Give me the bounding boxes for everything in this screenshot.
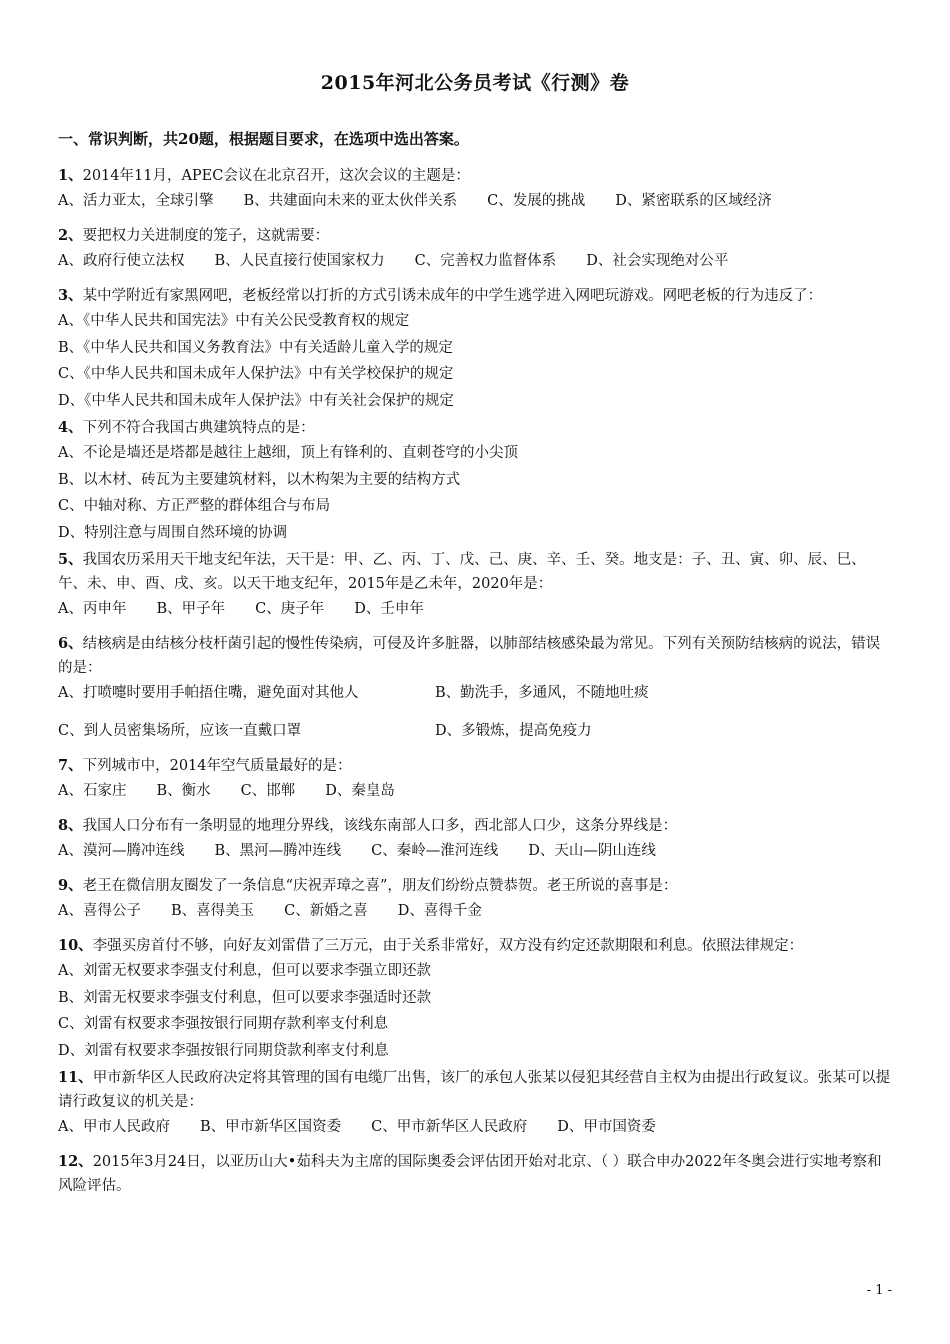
option-d: D、甲市国资委 [557, 1119, 656, 1135]
option-c: C、《中华人民共和国未成年人保护法》中有关学校保护的规定 [58, 366, 454, 382]
question-stem: 我国人口分布有一条明显的地理分界线，该线东南部人口多，西北部人口少，这条分界线是： [82, 818, 678, 834]
option-a: A、丙申年 [58, 601, 127, 617]
option-a: A、政府行使立法权 [58, 253, 185, 269]
option-b: B、共建面向未来的亚太伙伴关系 [243, 193, 458, 209]
option-a: A、漠河—腾冲连线 [58, 843, 185, 859]
question-number: 9、 [58, 877, 83, 894]
question-7 [58, 754, 894, 804]
option-d: D、喜得千金 [397, 903, 482, 919]
option-b: B、《中华人民共和国义务教育法》中有关适龄儿童入学的规定 [58, 339, 453, 356]
option-c: C、完善权力监督体系 [414, 253, 557, 269]
question-3 [58, 284, 894, 414]
option-c: C、邯郸 [240, 783, 296, 799]
question-number: 6、 [58, 635, 83, 652]
question-2 [58, 224, 894, 274]
option-c: C、到人员密集场所，应该一直戴口罩 [58, 723, 302, 739]
question-5 [58, 548, 894, 622]
option-c: C、秦岭—淮河连线 [371, 843, 499, 859]
question-number: 8、 [58, 817, 83, 834]
option-b: B、刘雷无权要求李强支付利息，但可以要求李强适时还款 [58, 989, 432, 1006]
question-4 [58, 416, 894, 546]
question-stem: 要把权力关进制度的笼子，这就需要： [82, 228, 330, 244]
question-stem: 下列城市中，2014年空气质量最好的是： [82, 758, 352, 774]
option-a: A、活力亚太，全球引擎 [58, 193, 214, 209]
option-d: D、特别注意与周围自然环境的协调 [58, 524, 288, 541]
question-9 [58, 874, 894, 924]
option-d: D、秦皇岛 [325, 783, 395, 799]
question-stem: 2014年11月，APEC会议在北京召开，这次会议的主题是： [82, 168, 470, 184]
question-11 [58, 1066, 894, 1140]
option-b: B、喜得美玉 [170, 903, 255, 919]
option-a: A、石家庄 [58, 783, 127, 799]
page-number: - 1 - [866, 1283, 892, 1298]
question-6 [58, 632, 894, 744]
question-number: 7、 [58, 757, 83, 774]
option-c: C、新婚之喜 [284, 903, 368, 919]
option-c: C、庚子年 [255, 601, 325, 617]
question-10 [58, 934, 894, 1064]
question-list [58, 164, 894, 1208]
option-a: A、刘雷无权要求李强支付利息，但可以要求李强立即还款 [58, 963, 431, 979]
question-stem: 结核病是由结核分枝杆菌引起的慢性传染病，可侵及许多脏器，以肺部结核感染最为常见。下列有关预防结核病的说法，错误的是： [58, 636, 881, 676]
question-number: 12、 [58, 1153, 93, 1170]
question-stem: 老王在微信朋友圈发了一条信息“庆祝弄璋之喜”，朋友们纷纷点赞恭贺。老王所说的喜事是： [82, 878, 678, 894]
question-number: 10、 [58, 937, 93, 954]
option-d: D、社会实现绝对公平 [586, 253, 729, 269]
section-heading: 一、常识判断，共20题，根据题目要求，在选项中选出答案。 [58, 130, 469, 148]
question-number: 4、 [58, 419, 83, 436]
question-stem: 我国农历采用天干地支纪年法，天干是：甲、乙、丙、丁、戊、己、庚、辛、壬、癸。地支是：子、丑、寅、卯、辰、巳、午、未、申、酉、戌、亥。以天干地支纪年，2015年是乙未年，2020年是： [58, 552, 866, 592]
option-d: D、刘雷有权要求李强按银行同期贷款利率支付利息 [58, 1042, 389, 1059]
option-b: B、以木材、砖瓦为主要建筑材料，以木构架为主要的结构方式 [58, 471, 461, 488]
option-c: C、甲市新华区人民政府 [371, 1119, 528, 1135]
option-a: A、甲市人民政府 [58, 1119, 170, 1135]
question-stem: 某中学附近有家黑网吧，老板经常以打折的方式引诱未成年的中学生逃学进入网吧玩游戏。网吧老板的行为违反了： [82, 288, 823, 304]
option-d: D、紧密联系的区域经济 [615, 193, 772, 209]
question-number: 2、 [58, 227, 83, 244]
option-a: A、喜得公子 [58, 903, 141, 919]
question-12 [58, 1150, 894, 1198]
option-c: C、刘雷有权要求李强按银行同期存款利率支付利息 [58, 1016, 389, 1032]
option-d: D、多锻炼，提高免疫力 [435, 723, 592, 739]
option-b: B、黑河—腾冲连线 [214, 843, 342, 859]
option-a: A、打喷嚏时要用手帕捂住嘴，避免面对其他人 [58, 685, 359, 701]
question-number: 1、 [58, 167, 83, 184]
question-number: 3、 [58, 287, 83, 304]
option-d: D、壬申年 [354, 601, 424, 617]
option-c: C、中轴对称、方正严整的群体组合与布局 [58, 498, 331, 514]
question-stem: 2015年3月24日，以亚历山大•茹科夫为主席的国际奥委会评估团开始对北京、（ ）联合申办2022年冬奥会进行实地考察和风险评估。 [58, 1154, 882, 1194]
page-title: 2015年河北公务员考试《行测》卷 [320, 72, 630, 94]
option-a: A、《中华人民共和国宪法》中有关公民受教育权的规定 [58, 313, 410, 329]
question-stem: 下列不符合我国古典建筑特点的是： [82, 420, 315, 436]
question-stem: 李强买房首付不够，向好友刘雷借了三万元，由于关系非常好，双方没有约定还款期限和利息。依照法律规定： [92, 938, 804, 954]
option-b: B、甲子年 [156, 601, 226, 617]
option-c: C、发展的挑战 [487, 193, 586, 209]
option-b: B、人民直接行使国家权力 [214, 253, 385, 269]
option-b: B、勤洗手，多通风，不随地吐痰 [435, 685, 649, 701]
option-b: B、衡水 [156, 783, 211, 799]
option-d: D、天山—阴山连线 [528, 843, 656, 859]
question-number: 11、 [58, 1069, 93, 1086]
question-number: 5、 [58, 551, 83, 568]
question-stem: 甲市新华区人民政府决定将其管理的国有电缆厂出售，该厂的承包人张某以侵犯其经营自主权为由提出行政复议。张某可以提请行政复议的机关是： [58, 1070, 891, 1110]
option-a: A、不论是墙还是塔都是越往上越细，顶上有锋利的、直刺苍穹的小尖顶 [58, 445, 518, 461]
question-1 [58, 164, 894, 214]
option-d: D、《中华人民共和国未成年人保护法》中有关社会保护的规定 [58, 392, 454, 409]
option-b: B、甲市新华区国资委 [199, 1119, 342, 1135]
question-8 [58, 814, 894, 864]
